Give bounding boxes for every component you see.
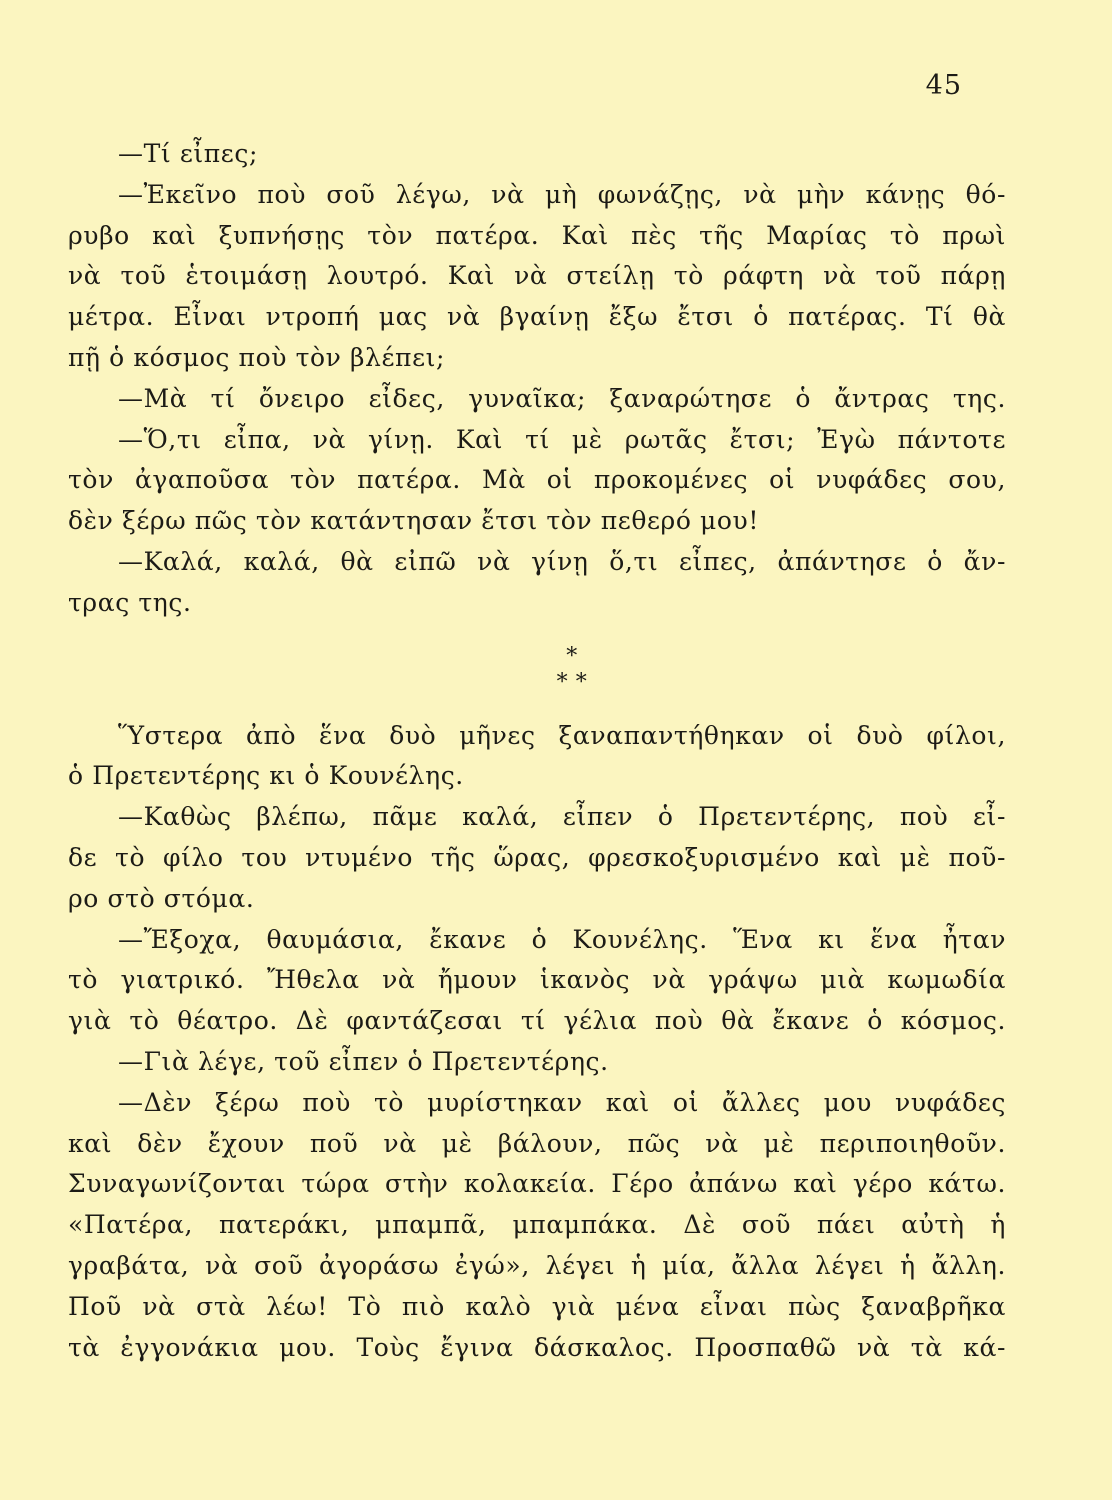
- text-line: τρας της.: [68, 587, 192, 617]
- text-line: γραβάτα, νὰ σοῦ ἀγοράσω ἐγώ», λέγει ἡ μία, ἄλλα λέγει ἡ ἄλλη.: [68, 1250, 1006, 1280]
- section-break-asterisks: * *: [556, 669, 588, 695]
- text-line: ὁ Πρετεντέρης κι ὁ Κουνέλης.: [68, 761, 464, 791]
- text-line: —Ἐκεῖνο ποὺ σοῦ λέγω, νὰ μὴ φωνάζῃς, νὰ μὴν κάνῃς θό-: [118, 179, 1006, 209]
- text-line: καὶ δὲν ἔχουν ποῦ νὰ μὲ βάλουν, πῶς νὰ μὲ περιποιηθοῦν.: [68, 1128, 1006, 1158]
- text-line: Ποῦ νὰ στὰ λέω! Τὸ πιὸ καλὸ γιὰ μένα εἶναι πὼς ξαναβρῆκα: [68, 1291, 1006, 1321]
- page-number: 45: [925, 70, 962, 101]
- text-line: πῇ ὁ κόσμος ποὺ τὸν βλέπει;: [68, 342, 446, 372]
- text-line: —Δὲν ξέρω ποὺ τὸ μυρίστηκαν καὶ οἱ ἄλλες μου νυφάδες: [118, 1087, 1006, 1117]
- text-line: τὸ γιατρικό. Ἤθελα νὰ ἤμουν ἱκανὸς νὰ γράψω μιὰ κωμωδία: [68, 965, 1006, 995]
- text-line: ρο στὸ στόμα.: [68, 883, 255, 913]
- text-line: —Καθὼς βλέπω, πᾶμε καλά, εἶπεν ὁ Πρετεντέρης, ποὺ εἶ-: [118, 802, 1006, 832]
- text-line: δὲν ξέρω πῶς τὸν κατάντησαν ἔτσι τὸν πεθερό μου!: [68, 506, 759, 536]
- text-line: Συναγωνίζονται τώρα στὴν κολακεία. Γέρο ἀπάνω καὶ γέρο κάτω.: [68, 1169, 1006, 1199]
- text-line: τὰ ἐγγονάκια μου. Τοὺς ἔγινα δάσκαλος. Προσπαθῶ νὰ τὰ κά-: [68, 1332, 1006, 1362]
- body-text: [68, 134, 1006, 1368]
- text-line: —Γιὰ λέγε, τοῦ εἶπεν ὁ Πρετεντέρης.: [118, 1046, 609, 1076]
- text-line: τὸν ἀγαποῦσα τὸν πατέρα. Μὰ οἱ προκομένες οἱ νυφάδες σου,: [68, 465, 1006, 495]
- text-line: ρυβο καὶ ξυπνήσῃς τὸν πατέρα. Καὶ πὲς τῆς Μαρίας τὸ πρωὶ: [68, 220, 1006, 250]
- section-break-asterisk: *: [566, 643, 578, 669]
- text-line: —Ὅ,τι εἶπα, νὰ γίνῃ. Καὶ τί μὲ ρωτᾶς ἔτσι; Ἐγὼ πάντοτε: [118, 424, 1006, 454]
- text-line: —Ἔξοχα, θαυμάσια, ἔκανε ὁ Κουνέλης. Ἕνα κι ἕνα ἦταν: [118, 924, 1006, 954]
- text-line: —Καλά, καλά, θὰ εἰπῶ νὰ γίνῃ ὅ,τι εἶπες, ἀπάντησε ὁ ἄν-: [118, 546, 1006, 576]
- text-line: μέτρα. Εἶναι ντροπή μας νὰ βγαίνῃ ἔξω ἔτσι ὁ πατέρας. Τί θὰ: [68, 302, 1006, 332]
- text-line: νὰ τοῦ ἑτοιμάσῃ λουτρό. Καὶ νὰ στείλῃ τὸ ράφτη νὰ τοῦ πάρῃ: [68, 261, 1006, 291]
- text-line: Ὕστερα ἀπὸ ἕνα δυὸ μῆνες ξαναπαντήθηκαν οἱ δυὸ φίλοι,: [118, 720, 1006, 750]
- text-line: γιὰ τὸ θέατρο. Δὲ φαντάζεσαι τί γέλια ποὺ θὰ ἔκανε ὁ κόσμος.: [68, 1006, 1006, 1036]
- text-line: δε τὸ φίλο του ντυμένο τῆς ὥρας, φρεσκοξυρισμένο καὶ μὲ ποῦ-: [68, 842, 1006, 872]
- text-line: —Τί εἶπες;: [118, 139, 258, 168]
- text-line: —Μὰ τί ὄνειρο εἶδες, γυναῖκα; ξαναρώτησε ὁ ἄντρας της.: [118, 383, 1006, 413]
- text-line: «Πατέρα, πατεράκι, μπαμπᾶ, μπαμπάκα. Δὲ σοῦ πάει αὐτὴ ἡ: [68, 1210, 1006, 1240]
